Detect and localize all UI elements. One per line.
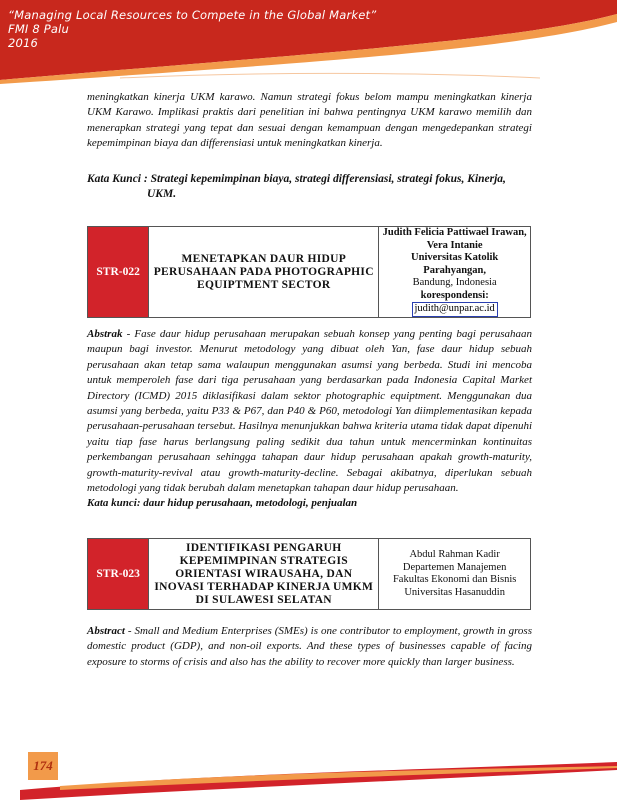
intro-section	[87, 90, 532, 152]
intro-keywords	[87, 172, 532, 202]
intro-keywords-line2: UKM.	[147, 188, 177, 200]
abstract-text: - Small and Medium Enterprises (SMEs) is one contributor to employment, growth in gross domestic product (GDP), and non-oil exports. And these types of businesses capable of facing exposure to storms of crisis and also has the ability to recover more quickly than larger business.	[87, 625, 532, 668]
conference-name: FMI 8 Palu	[8, 22, 70, 36]
header-banner	[0, 0, 617, 84]
intro-keywords-line1: Kata Kunci : Strategi kepemimpinan biaya, strategi differensiasi, strategi fokus, Kinerja,	[87, 173, 506, 185]
correspondence-label: korespondensi:	[420, 289, 489, 301]
abstract-label: Abstrak	[87, 328, 123, 340]
paper-title: MENETAPKAN DAUR HIDUP PERUSAHAAN PADA PHOTOGRAPHIC EQUIPTMENT SECTOR	[149, 227, 379, 318]
paper-authors-cell	[379, 539, 531, 610]
paper-code: STR-023	[88, 539, 149, 610]
paper-affiliation: Universitas Katolik Parahyangan,	[411, 252, 499, 276]
conference-year: 2016	[8, 36, 39, 50]
conference-theme: “Managing Local Resources to Compete in the Global Market”	[8, 8, 377, 22]
paper-university: Universitas Hasanuddin	[404, 586, 505, 598]
paper-authors: Judith Felicia Pattiwael Irawan, Vera Intanie	[382, 227, 527, 251]
intro-paragraph: meningkatkan kinerja UKM karawo. Namun strategi fokus belom mampu meningkatkan kinerja UKM Karawo. Implikasi praktis dari penelitian ini bahwa pentingnya UKM karawo memilih dan menerapkan strategi yang tepat dan sesuai dengan kemampuan dengan mengedepankan strategi kepemimpinan biaya dan differensiasi untuk meningkatkan kinerja.	[87, 91, 532, 150]
paper-code: STR-022	[88, 227, 149, 318]
page-number: 174	[28, 752, 58, 780]
abstract-str023	[87, 624, 532, 670]
email-link[interactable]: judith@unpar.ac.id	[412, 302, 498, 317]
paper-title: IDENTIFIKASI PENGARUH KEPEMIMPINAN STRATEGIS ORIENTASI WIRAUSAHA, DAN INOVASI TERHADAP KINERJA UMKM DI SULAWESI SELATAN	[149, 539, 379, 610]
abstract-label: Abstract	[87, 625, 125, 637]
paper-authors-cell	[379, 227, 531, 318]
paper-department: Departemen Manajemen	[402, 561, 507, 573]
paper-author: Abdul Rahman Kadir	[409, 549, 500, 560]
abstract-keywords: Kata kunci: daur hidup perusahaan, metodologi, penjualan	[87, 497, 358, 510]
paper-location: Bandung, Indonesia	[412, 277, 497, 289]
footer-swoosh-graphic	[0, 740, 617, 800]
paper-table-str023	[87, 538, 531, 610]
abstract-str022	[87, 327, 532, 511]
abstract-text: - Fase daur hidup perusahaan merupakan sebuah konsep yang penting bagi perusahaan maupun bagi investor. Menurut metodology yang dibuat oleh Yan, fase daur hidup sebuah perusahaan akan tetap sama walaupun menggunakan asumsi yang berbeda. Studi ini mencoba untuk memperoleh fase dari tiga perusahaan yang berdasarkan pada Indonesia Capital Market Directory (ICMD) 2015 diklasifikasi dalam sektor photographic equiptment. Menggunakan dua asumsi yang berbeda, yaitu P33 & P67, dan P40 & P60, metodologi Yan diimplementasikan kepada perusahaan-perusahaan tersebut. Hasilnya menunjukkan bahwa kriteria utama tidak dapat dipenuhi yaitu tiap fase harus berlangsung paling sedikit dua tahun untuk mencerminkan kontinuitas perkembangan perusahaan sehingga tahapan daur hidup perusahaan apakah growth-maturity, growth-maturity-revival atau growth-maturity-decline. Sebagai akibatnya, diperlukan sebuah metodologi yang tidak berubah dalam menetapkan tahapan daur hidup perusahaan.	[87, 328, 532, 495]
conference-header	[8, 8, 376, 50]
paper-faculty: Fakultas Ekonomi dan Bisnis	[392, 574, 517, 585]
paper-table-str022	[87, 226, 531, 318]
